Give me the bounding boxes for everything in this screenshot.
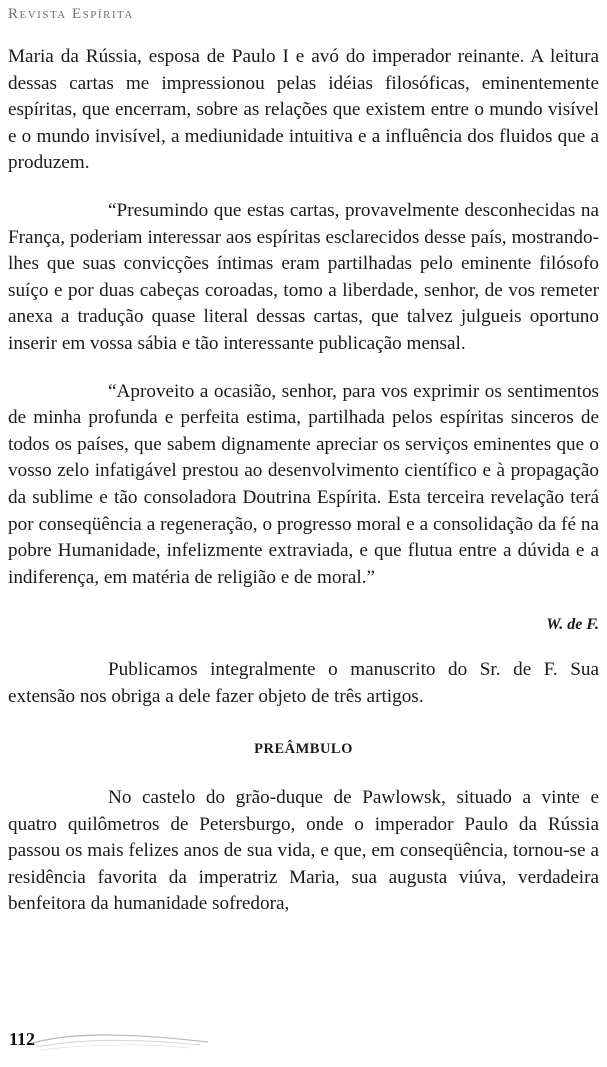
section-heading: PREÂMBULO [254, 741, 353, 758]
paragraph-gap [8, 177, 599, 198]
paragraph-gap [8, 358, 599, 379]
page-number: 112 [9, 1029, 36, 1049]
decorative-flourish-icon [30, 1028, 210, 1054]
body-paragraph: Maria da Rússia, esposa de Paulo I e avó do imperador reinante. A leitura dessas cartas me impressionou pelas idéias filosóficas, eminentemente espíritas, que encerram, sobre as relações que existem entre o mundo visível e o mundo invisível, a mediunidade intuitiva e a influência dos fluidos que a produzem. [8, 46, 599, 174]
letter-signature: W. de F. [546, 616, 599, 634]
running-head: Revista Espírita [8, 6, 134, 22]
body-paragraph: Publicamos integralmente o manuscrito do Sr. de F. Sua extensão nos obriga a dele fazer objeto de três artigos. [8, 659, 599, 707]
page-body [8, 44, 599, 918]
body-paragraph: “Aproveito a ocasião, senhor, para vos exprimir os sentimentos de minha profunda e perfeita estima, partilhada pelos espíritas sinceros de todos os países, que sabem dignamente apreciar os serviços eminentes que o vosso zelo infatigável prestou ao desenvolvimento científico e à propagação da sublime e tão consoladora Doutrina Espírita. Esta terceira revelação terá por conseqüência a regeneração, o progresso moral e a consolidação da fé na pobre Humanidade, infelizmente extraviada, e que flutua entre a dúvida e a indiferença, em matéria de religião e de moral.” [8, 380, 599, 588]
body-paragraph: “Presumindo que estas cartas, provavelmente desconhecidas na França, poderiam interessar aos espíritas esclarecidos desse país, mostrando-lhes que suas convicções íntimas eram partilhadas pelo eminente filósofo suíço e por duas cabeças coroadas, tomo a liberdade, senhor, de vos remeter anexa a tradução quase literal dessas cartas, que talvez julgueis oportuno inserir em vossa sábia e tão interessante publicação mensal. [8, 199, 599, 354]
body-paragraph: No castelo do grão-duque de Pawlowsk, situado a vinte e quatro quilômetros de Petersburgo, onde o imperador Paulo da Rússia passou os mais felizes anos de sua vida, e que, em conseqüência, tornou-se a residência favorita da imperatriz Maria, sua augusta viúva, verdadeira benfeitora da humanidade sofredora, [8, 787, 599, 915]
